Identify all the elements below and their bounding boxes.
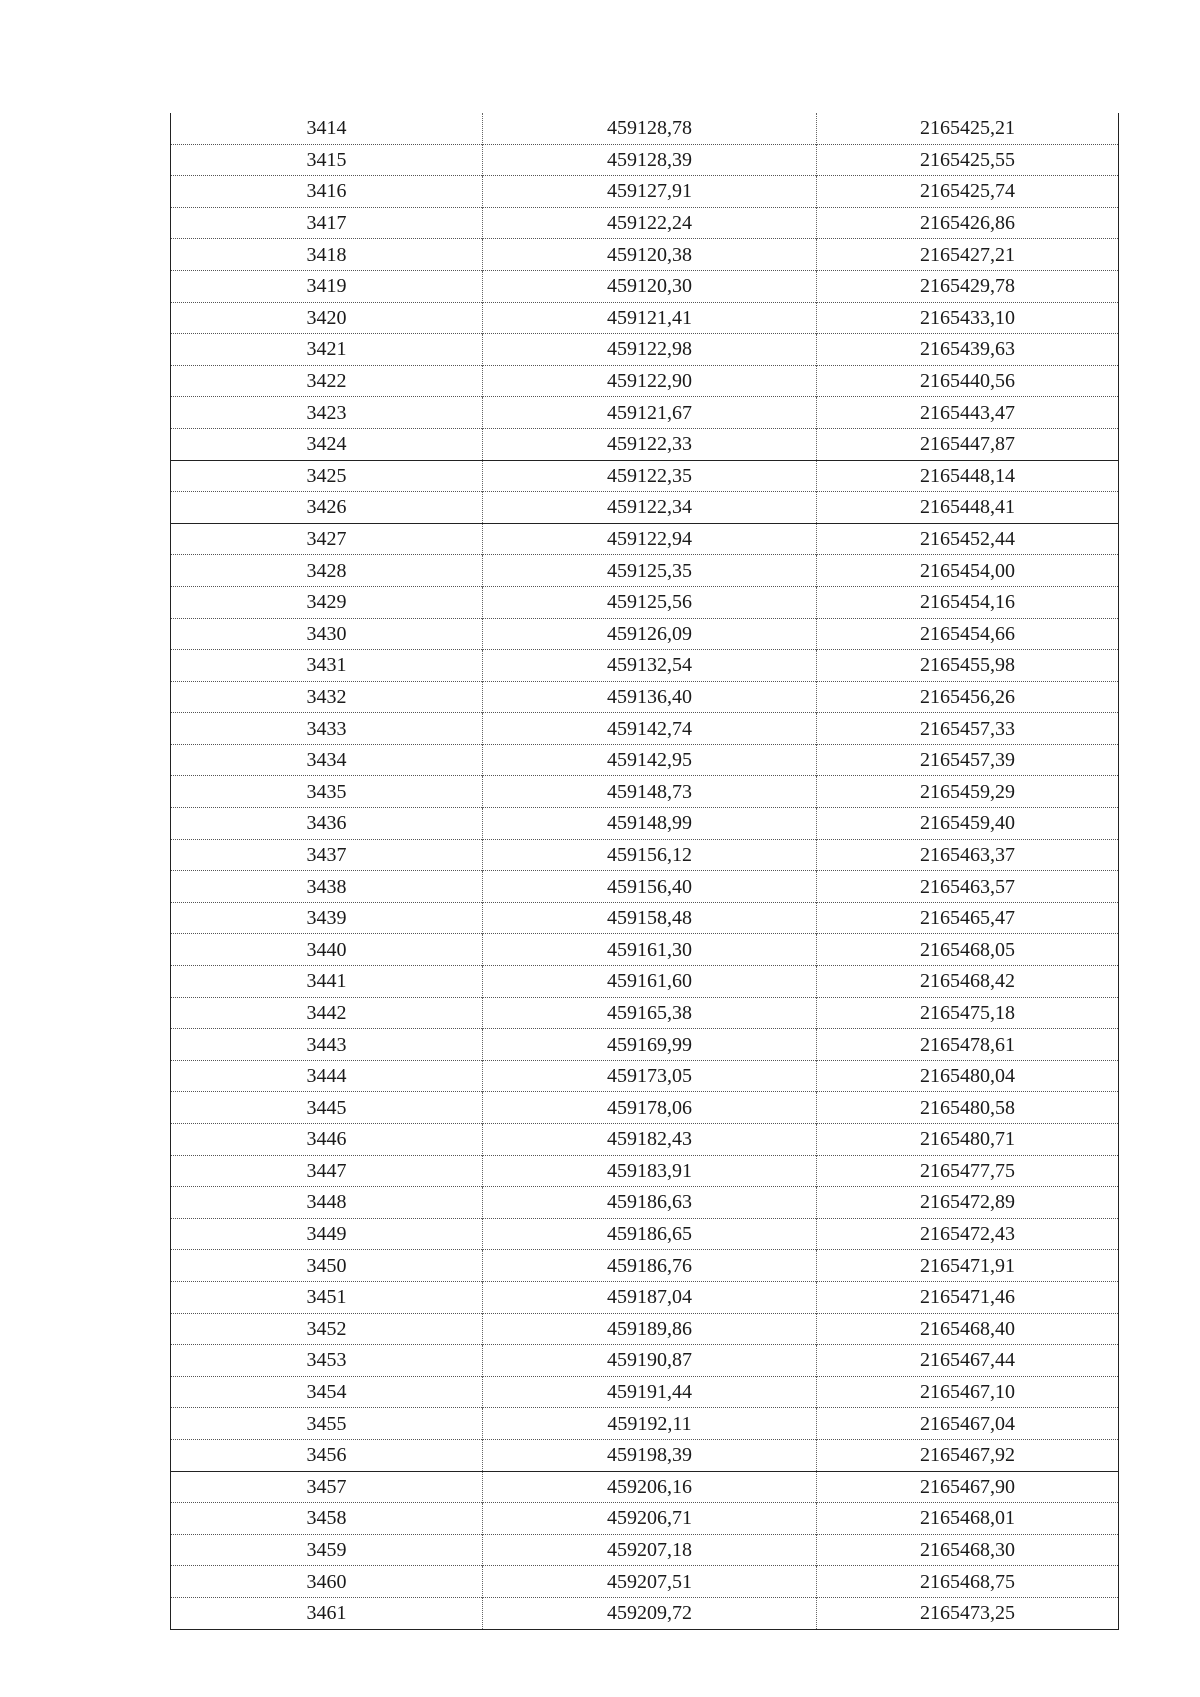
- y-coordinate-cell: 2165467,44: [817, 1345, 1119, 1377]
- table-row: [171, 1313, 1119, 1345]
- x-coordinate-cell: 459190,87: [483, 1345, 817, 1377]
- point-number-cell: 3426: [171, 492, 483, 524]
- table-row: [171, 1250, 1119, 1282]
- point-number-cell: 3459: [171, 1534, 483, 1566]
- y-coordinate-cell: 2165467,92: [817, 1439, 1119, 1471]
- x-coordinate-cell: 459169,99: [483, 1029, 817, 1061]
- table-row: [171, 1060, 1119, 1092]
- point-number-cell: 3417: [171, 207, 483, 239]
- x-coordinate-cell: 459132,54: [483, 650, 817, 682]
- table-row: [171, 1345, 1119, 1377]
- table-row: [171, 523, 1119, 555]
- table-row: [171, 113, 1119, 144]
- table-row: [171, 176, 1119, 208]
- x-coordinate-cell: 459207,18: [483, 1534, 817, 1566]
- table-row: [171, 1092, 1119, 1124]
- table-row: [171, 144, 1119, 176]
- y-coordinate-cell: 2165440,56: [817, 365, 1119, 397]
- table-row: [171, 207, 1119, 239]
- point-number-cell: 3448: [171, 1187, 483, 1219]
- x-coordinate-cell: 459206,16: [483, 1471, 817, 1503]
- y-coordinate-cell: 2165433,10: [817, 302, 1119, 334]
- table-row: [171, 302, 1119, 334]
- point-number-cell: 3432: [171, 681, 483, 713]
- y-coordinate-cell: 2165475,18: [817, 997, 1119, 1029]
- x-coordinate-cell: 459122,33: [483, 428, 817, 460]
- x-coordinate-cell: 459207,51: [483, 1566, 817, 1598]
- x-coordinate-cell: 459120,38: [483, 239, 817, 271]
- x-coordinate-cell: 459128,78: [483, 113, 817, 144]
- point-number-cell: 3418: [171, 239, 483, 271]
- table-row: [171, 1281, 1119, 1313]
- table-row: [171, 713, 1119, 745]
- x-coordinate-cell: 459122,24: [483, 207, 817, 239]
- table-row: [171, 397, 1119, 429]
- y-coordinate-cell: 2165480,04: [817, 1060, 1119, 1092]
- x-coordinate-cell: 459206,71: [483, 1503, 817, 1535]
- y-coordinate-cell: 2165480,71: [817, 1124, 1119, 1156]
- y-coordinate-cell: 2165426,86: [817, 207, 1119, 239]
- y-coordinate-cell: 2165455,98: [817, 650, 1119, 682]
- x-coordinate-cell: 459121,41: [483, 302, 817, 334]
- y-coordinate-cell: 2165447,87: [817, 428, 1119, 460]
- table-row: [171, 776, 1119, 808]
- table-row: [171, 460, 1119, 492]
- table-row: [171, 934, 1119, 966]
- x-coordinate-cell: 459121,67: [483, 397, 817, 429]
- point-number-cell: 3424: [171, 428, 483, 460]
- point-number-cell: 3441: [171, 966, 483, 998]
- table-row: [171, 428, 1119, 460]
- x-coordinate-cell: 459136,40: [483, 681, 817, 713]
- table-row: [171, 1187, 1119, 1219]
- x-coordinate-cell: 459122,90: [483, 365, 817, 397]
- table-row: [171, 492, 1119, 524]
- point-number-cell: 3449: [171, 1218, 483, 1250]
- y-coordinate-cell: 2165457,33: [817, 713, 1119, 745]
- point-number-cell: 3451: [171, 1281, 483, 1313]
- y-coordinate-cell: 2165463,57: [817, 871, 1119, 903]
- x-coordinate-cell: 459122,98: [483, 334, 817, 366]
- point-number-cell: 3416: [171, 176, 483, 208]
- y-coordinate-cell: 2165459,40: [817, 808, 1119, 840]
- table-row: [171, 618, 1119, 650]
- table-row: [171, 1597, 1119, 1629]
- point-number-cell: 3456: [171, 1439, 483, 1471]
- point-number-cell: 3457: [171, 1471, 483, 1503]
- point-number-cell: 3458: [171, 1503, 483, 1535]
- point-number-cell: 3447: [171, 1155, 483, 1187]
- point-number-cell: 3431: [171, 650, 483, 682]
- table-row: [171, 839, 1119, 871]
- table-row: [171, 997, 1119, 1029]
- y-coordinate-cell: 2165425,74: [817, 176, 1119, 208]
- y-coordinate-cell: 2165467,04: [817, 1408, 1119, 1440]
- x-coordinate-cell: 459156,40: [483, 871, 817, 903]
- x-coordinate-cell: 459142,95: [483, 744, 817, 776]
- y-coordinate-cell: 2165427,21: [817, 239, 1119, 271]
- x-coordinate-cell: 459120,30: [483, 270, 817, 302]
- point-number-cell: 3438: [171, 871, 483, 903]
- x-coordinate-cell: 459142,74: [483, 713, 817, 745]
- point-number-cell: 3442: [171, 997, 483, 1029]
- x-coordinate-cell: 459186,63: [483, 1187, 817, 1219]
- table-row: [171, 1124, 1119, 1156]
- table-row: [171, 1376, 1119, 1408]
- table-row: [171, 744, 1119, 776]
- y-coordinate-cell: 2165456,26: [817, 681, 1119, 713]
- table-row: [171, 1534, 1119, 1566]
- coordinates-table: [170, 113, 1119, 1630]
- x-coordinate-cell: 459125,56: [483, 586, 817, 618]
- point-number-cell: 3423: [171, 397, 483, 429]
- x-coordinate-cell: 459161,60: [483, 966, 817, 998]
- x-coordinate-cell: 459209,72: [483, 1597, 817, 1629]
- coordinates-table-body: [171, 113, 1119, 1629]
- x-coordinate-cell: 459186,65: [483, 1218, 817, 1250]
- point-number-cell: 3444: [171, 1060, 483, 1092]
- table-row: [171, 1471, 1119, 1503]
- y-coordinate-cell: 2165454,66: [817, 618, 1119, 650]
- point-number-cell: 3440: [171, 934, 483, 966]
- table-row: [171, 586, 1119, 618]
- y-coordinate-cell: 2165468,42: [817, 966, 1119, 998]
- x-coordinate-cell: 459187,04: [483, 1281, 817, 1313]
- y-coordinate-cell: 2165467,10: [817, 1376, 1119, 1408]
- x-coordinate-cell: 459125,35: [483, 555, 817, 587]
- table-row: [171, 966, 1119, 998]
- x-coordinate-cell: 459161,30: [483, 934, 817, 966]
- table-row: [171, 270, 1119, 302]
- point-number-cell: 3445: [171, 1092, 483, 1124]
- x-coordinate-cell: 459122,94: [483, 523, 817, 555]
- x-coordinate-cell: 459191,44: [483, 1376, 817, 1408]
- x-coordinate-cell: 459178,06: [483, 1092, 817, 1124]
- y-coordinate-cell: 2165452,44: [817, 523, 1119, 555]
- point-number-cell: 3455: [171, 1408, 483, 1440]
- y-coordinate-cell: 2165472,89: [817, 1187, 1119, 1219]
- y-coordinate-cell: 2165443,47: [817, 397, 1119, 429]
- x-coordinate-cell: 459182,43: [483, 1124, 817, 1156]
- point-number-cell: 3415: [171, 144, 483, 176]
- x-coordinate-cell: 459122,35: [483, 460, 817, 492]
- x-coordinate-cell: 459127,91: [483, 176, 817, 208]
- table-row: [171, 1155, 1119, 1187]
- y-coordinate-cell: 2165468,01: [817, 1503, 1119, 1535]
- x-coordinate-cell: 459192,11: [483, 1408, 817, 1440]
- point-number-cell: 3439: [171, 902, 483, 934]
- table-row: [171, 365, 1119, 397]
- y-coordinate-cell: 2165429,78: [817, 270, 1119, 302]
- point-number-cell: 3450: [171, 1250, 483, 1282]
- table-row: [171, 239, 1119, 271]
- y-coordinate-cell: 2165454,16: [817, 586, 1119, 618]
- point-number-cell: 3443: [171, 1029, 483, 1061]
- x-coordinate-cell: 459128,39: [483, 144, 817, 176]
- table-row: [171, 1029, 1119, 1061]
- y-coordinate-cell: 2165459,29: [817, 776, 1119, 808]
- y-coordinate-cell: 2165472,43: [817, 1218, 1119, 1250]
- y-coordinate-cell: 2165454,00: [817, 555, 1119, 587]
- point-number-cell: 3437: [171, 839, 483, 871]
- point-number-cell: 3433: [171, 713, 483, 745]
- table-row: [171, 902, 1119, 934]
- point-number-cell: 3422: [171, 365, 483, 397]
- x-coordinate-cell: 459186,76: [483, 1250, 817, 1282]
- point-number-cell: 3452: [171, 1313, 483, 1345]
- point-number-cell: 3429: [171, 586, 483, 618]
- table-row: [171, 1566, 1119, 1598]
- table-row: [171, 1503, 1119, 1535]
- point-number-cell: 3446: [171, 1124, 483, 1156]
- y-coordinate-cell: 2165463,37: [817, 839, 1119, 871]
- y-coordinate-cell: 2165448,14: [817, 460, 1119, 492]
- x-coordinate-cell: 459148,99: [483, 808, 817, 840]
- y-coordinate-cell: 2165468,05: [817, 934, 1119, 966]
- x-coordinate-cell: 459158,48: [483, 902, 817, 934]
- point-number-cell: 3421: [171, 334, 483, 366]
- point-number-cell: 3454: [171, 1376, 483, 1408]
- y-coordinate-cell: 2165457,39: [817, 744, 1119, 776]
- x-coordinate-cell: 459173,05: [483, 1060, 817, 1092]
- y-coordinate-cell: 2165448,41: [817, 492, 1119, 524]
- table-row: [171, 871, 1119, 903]
- table-row: [171, 681, 1119, 713]
- table-row: [171, 808, 1119, 840]
- point-number-cell: 3419: [171, 270, 483, 302]
- point-number-cell: 3420: [171, 302, 483, 334]
- x-coordinate-cell: 459122,34: [483, 492, 817, 524]
- point-number-cell: 3453: [171, 1345, 483, 1377]
- point-number-cell: 3428: [171, 555, 483, 587]
- y-coordinate-cell: 2165465,47: [817, 902, 1119, 934]
- y-coordinate-cell: 2165471,91: [817, 1250, 1119, 1282]
- x-coordinate-cell: 459198,39: [483, 1439, 817, 1471]
- x-coordinate-cell: 459148,73: [483, 776, 817, 808]
- y-coordinate-cell: 2165467,90: [817, 1471, 1119, 1503]
- point-number-cell: 3436: [171, 808, 483, 840]
- y-coordinate-cell: 2165468,75: [817, 1566, 1119, 1598]
- x-coordinate-cell: 459156,12: [483, 839, 817, 871]
- table-row: [171, 650, 1119, 682]
- point-number-cell: 3427: [171, 523, 483, 555]
- y-coordinate-cell: 2165473,25: [817, 1597, 1119, 1629]
- x-coordinate-cell: 459126,09: [483, 618, 817, 650]
- table-row: [171, 334, 1119, 366]
- table-row: [171, 1218, 1119, 1250]
- point-number-cell: 3434: [171, 744, 483, 776]
- x-coordinate-cell: 459183,91: [483, 1155, 817, 1187]
- y-coordinate-cell: 2165468,40: [817, 1313, 1119, 1345]
- y-coordinate-cell: 2165425,21: [817, 113, 1119, 144]
- table-row: [171, 1408, 1119, 1440]
- table-row: [171, 1439, 1119, 1471]
- table-row: [171, 555, 1119, 587]
- y-coordinate-cell: 2165480,58: [817, 1092, 1119, 1124]
- y-coordinate-cell: 2165478,61: [817, 1029, 1119, 1061]
- y-coordinate-cell: 2165439,63: [817, 334, 1119, 366]
- y-coordinate-cell: 2165468,30: [817, 1534, 1119, 1566]
- y-coordinate-cell: 2165471,46: [817, 1281, 1119, 1313]
- point-number-cell: 3460: [171, 1566, 483, 1598]
- point-number-cell: 3425: [171, 460, 483, 492]
- point-number-cell: 3461: [171, 1597, 483, 1629]
- point-number-cell: 3414: [171, 113, 483, 144]
- x-coordinate-cell: 459165,38: [483, 997, 817, 1029]
- point-number-cell: 3430: [171, 618, 483, 650]
- point-number-cell: 3435: [171, 776, 483, 808]
- y-coordinate-cell: 2165425,55: [817, 144, 1119, 176]
- y-coordinate-cell: 2165477,75: [817, 1155, 1119, 1187]
- x-coordinate-cell: 459189,86: [483, 1313, 817, 1345]
